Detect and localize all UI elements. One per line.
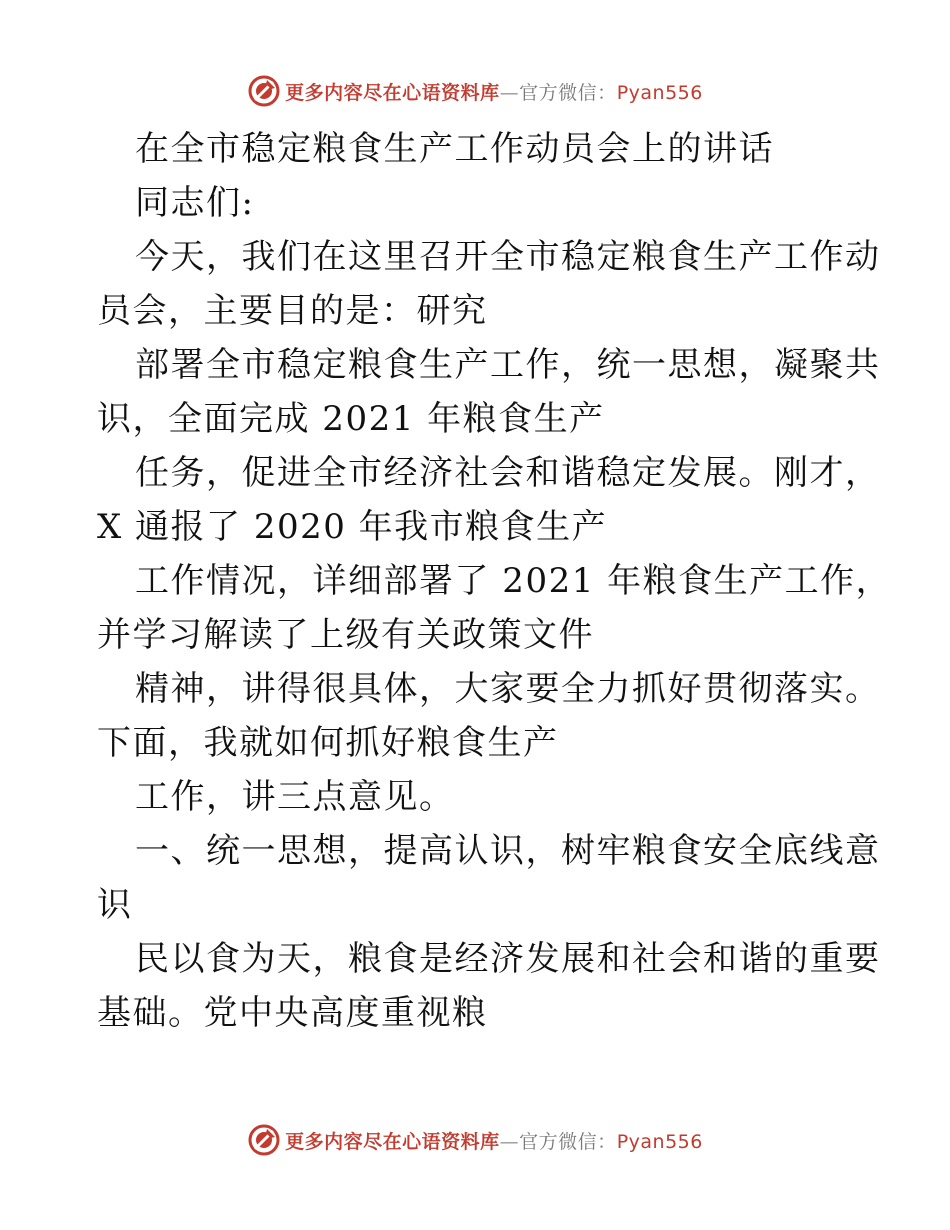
watermark-wechat-id: Pyan556	[616, 1130, 703, 1153]
paragraph-line: 精神，讲得很具体，大家要全力抓好贯彻落实。	[135, 669, 881, 709]
watermark-wechat-id: Pyan556	[616, 81, 703, 104]
paragraph-line: 部署全市稳定粮食生产工作，统一思想，凝聚共	[135, 345, 881, 385]
document-title: 在全市稳定粮食生产工作动员会上的讲话	[135, 129, 774, 169]
paragraph-line: 员会，主要目的是：研究	[97, 291, 488, 331]
paragraph-line: 工作，讲三点意见。	[135, 777, 455, 817]
section-heading-continued: 识	[97, 885, 133, 925]
watermark-dash: —	[499, 81, 520, 104]
section-heading: 一、统一思想，提高认识，树牢粮食安全底线意	[135, 831, 881, 871]
paragraph-line: 任务，促进全市经济社会和谐稳定发展。刚才，	[135, 453, 881, 493]
document-body	[97, 122, 892, 1040]
footer-watermark-banner	[0, 1120, 950, 1160]
watermark-sub-text: 官方微信：	[519, 1130, 617, 1153]
paragraph-line: 工作情况，详细部署了 2021 年粮食生产工作，	[135, 561, 892, 601]
watermark-main-text: 更多内容尽在心语资料库	[285, 81, 500, 104]
watermark-text	[285, 78, 703, 105]
watermark-sub-text: 官方微信：	[519, 81, 617, 104]
salutation: 同志们:	[135, 183, 255, 223]
paragraph-line: 今天，我们在这里召开全市稳定粮食生产工作动	[135, 237, 881, 277]
brand-logo-icon	[247, 74, 281, 108]
watermark-main-text: 更多内容尽在心语资料库	[285, 1130, 500, 1153]
paragraph-line: 民以食为天，粮食是经济发展和社会和谐的重要	[135, 939, 881, 979]
paragraph-line: 并学习解读了上级有关政策文件	[97, 615, 594, 655]
paragraph-line: 下面，我就如何抓好粮食生产	[97, 723, 559, 763]
header-watermark-banner	[0, 71, 950, 111]
brand-logo-icon	[247, 1123, 281, 1157]
watermark-text	[285, 1127, 703, 1154]
watermark-dash: —	[499, 1130, 520, 1153]
paragraph-line: X 通报了 2020 年我市粮食生产	[97, 507, 608, 547]
paragraph-line: 基础。党中央高度重视粮	[97, 993, 488, 1033]
paragraph-line: 识，全面完成 2021 年粮食生产	[97, 399, 605, 439]
